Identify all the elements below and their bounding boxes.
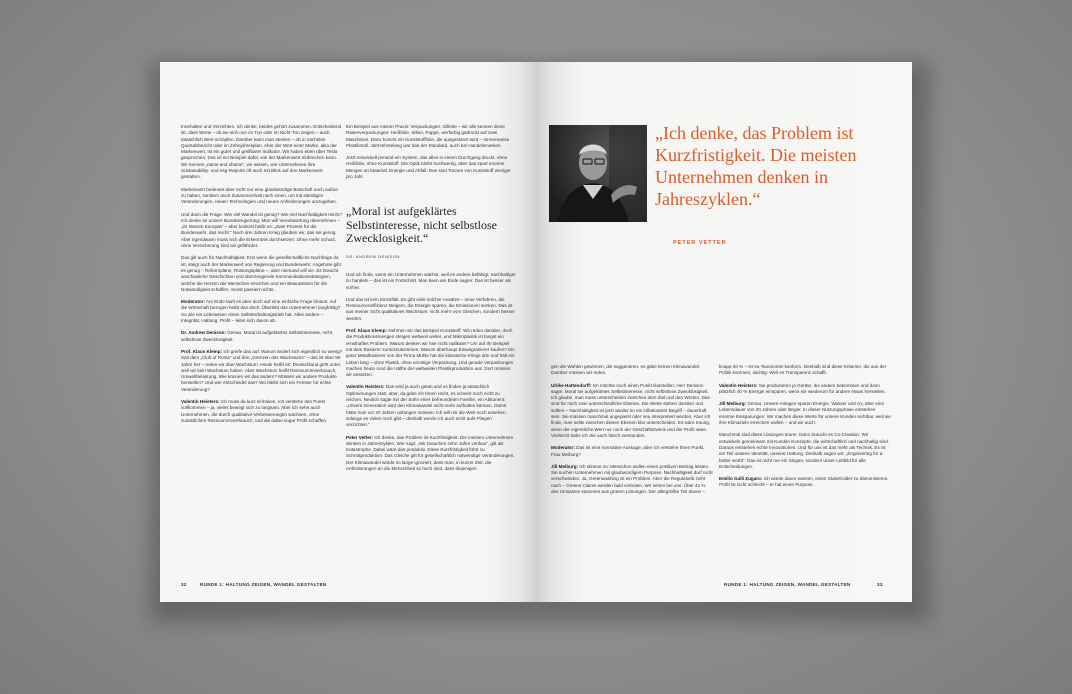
paragraph: Und ich finde, wenn ein Unternehmen wächst, weil es andere befähigt, nachhaltiger zu handeln – das ist ein Fortschritt. Man kann am Ende sagen: Das ist besser als vorher. — [346, 272, 516, 290]
paragraph: Valentin Heisters: Sie produzieren ja Geräte, die andere bekommen und dann plötzlich 40 % Energie einsparen, wenn sie wiederum für andere etwas herstellen. — [719, 382, 886, 394]
right-column-1 — [551, 364, 713, 501]
paragraph: Dr. Andrew Denison: Genau. Moral ist aufgeklärtes Selbstinteresse, nicht selbstlose Zwecklosigkeit. — [181, 330, 333, 342]
left-page-number: 32 — [181, 582, 187, 587]
paragraph: Und das ist kein Einzelfall. Es gibt viele solcher Ansätze – neue Verfahren, die Ressourceneffizienz steigern, die Energie sparen, die Emissionen senken. Das ist aus meiner Sicht qualitatives Wachstum: nicht mehr vom Gleichen, sondern besser werden. — [346, 296, 515, 321]
pull-quote-author: DR. ANDREW DENISON — [346, 253, 400, 259]
paragraph: Das gilt auch für Nachhaltigkeit: Erst wenn die gesellschaftliche Nachfrage da ist, steigt auch der Markenwert von Regierung und Bundeswehr. Angebote gibt es genug – Reformpläne, Rüstungspläne –, aber niemand will sie. Es braucht anschauliche Geschichten und überzeugende Kommunikationsstrategien, welche die Herzen der Menschen erreichen und ein Bewusstsein für die Notwendigkeit schaffen. Sonst passiert nichts. — [181, 255, 341, 292]
highlight-quote: „Ich denke, das Problem ist Kurzfristigkeit. Die meisten Unternehmen denken in Jahreszyklen.“ — [655, 123, 857, 209]
paragraph: Ein Beispiel aus meiner Praxis: Verpackungen. Gillette – wir alle kennen diese Rasierverpackungen: Heißfolie, Silber, Pappe, vierfarbig gedruckt auf zwei Maschinen. Dazu kommt ein Kunststofffolie, die ausgestanzt wird – tonnenweise Plastikmüll. Jahrzehntelang war das der Standard, auch bei Handelsmarken. — [346, 124, 510, 148]
paragraph: knapp 40 % – ist eu-Taxonomie-konform. Deshalb sind diese Kriterien, die aus der Politik kommen, wichtig: Weil es Transparenz schafft. — [719, 364, 887, 376]
paragraph: Peter Vetter: Ich denke, das Problem ist Kurzfristigkeit. Die meisten Unternehmen denken in Jahreszyklen. Wer sagt: „Wir brauchen zehn Jahre Umbau“, gilt als Katastrophe. Dabei wäre das produktiv. Diese Kurzfristigkeit führt zu Schrottproduktion. Das Gleiche gilt für gesellschaftlich notwendige Veränderungen. Der Klimawandel würde so lange ignoriert, dass man, in kurzer Zeit, die Anforderungen an die Menschheit so hoch sind, dass diejenigen — [346, 434, 515, 472]
left-column-2-bottom — [346, 272, 516, 478]
portrait-image — [549, 125, 647, 222]
portrait-photo — [549, 125, 647, 222]
pull-quote — [346, 205, 516, 263]
paragraph: Ulrike Hattendorff: Ich möchte noch einen Punkt klarstellen: Herr Denison sagte, Moral sei aufgeklärtes Selbstinteresse, nicht selbstlose Zwecklosigkeit. Ich glaube, man muss unterscheiden zwischen dem Ziel und den Werten. Das sind für mich zwei unterschiedliche Ebenen. Die Werte stehen darüber und sollten – Nachhaltigkeit ist jetzt wieder so ein inflationärer Begriff – dauerhaft sein. Sie müssen manchmal angepasst oder neu interpretiert werden. Aber ich finde, man sollte zwischen diesen Ebenen klar unterscheiden. Es wäre traurig, wenn der eigentliche Wert nur noch der Geschäftszweck und der Profit wäre. Vielleicht habe ich Sie auch falsch verstanden. — [551, 382, 711, 438]
paragraph: Und dann die Frage: Wie viel Wandel ist genug? Wie viel Nachhaltigkeit reicht? Ich denke an unsere Bundesregierung: Man will Verantwortung übernehmen – „im Namen Europas“ – aber konkret heißt es: „Zwei Prozent für die Bundeswehr, das reicht.“ Nach drei Jahren Krieg glauben wir, das sei genug. Aber irgendwann muss sich die Erkenntnis durchsetzen: Ohne mehr Schutz, ohne Versicherung sind wir gefährdet. — [181, 211, 342, 249]
paragraph: Jill Meiburg: Genau. Unsere Anlagen sparen Energie, Wasser und co₂ über eine Lebensdauer von 20 Jahren oder länger. In dieser Nutzungsphase entstehen enorme Einsparungen. Wir machen diese Werte für unsere Kunden sichtbar, weil sie ihre Klimaziele erreichen wollen – und wir auch. — [719, 401, 891, 426]
left-column-2-top — [346, 124, 516, 186]
paragraph: Manchmal sind diese Lösungen teurer. Dann braucht es Co-Creation: Wir entwickeln gemeinsam mit Kunden Konzepte, die wirtschaftlich und nachhaltig sind. Daraus entstehen echte Innovationen. Und für uns ist das mehr als Technik. Es ist ein Teil unserer Identität, unserer Haltung. Deshalb sagen wir: „Engineering for a better world“. Das ist nicht nur ein Slogan, sondern unser Leitbild für alle Entscheidungen. — [719, 432, 890, 469]
paragraph: Emilio Galli Zugaro: Ich würde davor warnen, einen Stakeholder zu dämonisieren. Profit ist nicht schlecht – er hat einen Purpose. — [719, 476, 889, 488]
left-running-head: RUNDE 1: HALTUNG ZEIGEN, WANDEL GESTALTEN — [200, 582, 327, 587]
pull-quote-text: „Moral ist aufgeklärtes Selbstinteresse, nicht selbstlose Zwecklosigkeit.“ — [346, 204, 497, 245]
paragraph: Prof. Klaus Klemp: Nehmen wir das Beispiel Kunststoff. Wir reden darüber, doch die Produktionsmengen steigen weltweit weiter, und Mikroplastik ist längst ein ernsthaftes Problem. Warum denken wir hier nicht radikaler? Um auf Ihr Beispiel mit dem Rasierer zurückzukommen: Warum überhaupt Einwegrasierer kaufen? Ein guter Metallrasierer von der Firma Mühle hat die klassische Klinge drin und hält ein Leben lang – ohne Plastik, ohne unnötige Verpackung. Und gerade Verpackungen machen heute rund die Hälfte der weltweiten Plastikproduktion aus. Dort müssen wir ansetzen. — [346, 328, 515, 378]
paragraph: Valentin Heisters: Ich muss da kurz einhaken. Ich verstehe den Punkt vollkommen – ja, vieles bewegt sich zu langsam. Aber ich sehe auch Unternehmen, die durch qualitative Verbesserungen wachsen, ohne zusätzlichen Ressourcenverbrauch, und die dabei sogar Profit schaffen. — [181, 398, 328, 423]
left-column-1 — [181, 124, 343, 430]
paragraph: gen die Wahlen gewinnen, die suggerieren, es gäbe keinen Klimawandel. Darüber müssen wir reden. — [551, 364, 701, 376]
right-running-head: RUNDE 1: HALTUNG ZEIGEN, WANDEL GESTALTEN — [724, 582, 851, 587]
highlight-quote-author: PETER VETTER — [673, 240, 727, 246]
paragraph: Innehalten und Verzichten. Ich denke, beides gehört zusammen. Entscheidend ist, dass Werte – ob sie sich nun im Tun oder im Nicht-Tun zeigen – auch tatsächlich Wert schöpfen. Darüber kann man streiten – ob in nächsten Quartalsbericht oder im Zehnjahresplan. Aber der Wert einer Marke, also der Markenwert, ist ein guter und greifbarer Indikator. Wir haben eben über Tesla gesprochen: Das ist ein Beispiel dafür, wie der Markenwert einbrechen kann. Wir kennen „name and shame“, wir wissen, wie Unternehmen ihre Sustainability- und esg-Reports oft auch mit Blick auf den Markenwert gestalten. — [181, 124, 342, 180]
paragraph: Moderator: Am Ende läuft es aber doch auf eine einfache Frage hinaus: Auf die Wirtschaft bezogen heißt das doch: Überlebt das Unternehmen langfristig? So wie ein Lebewesen einen Selbsterhaltungstrieb hat. Alles andere – Integrität, Haltung, Profit – leitet sich davon ab. — [181, 299, 341, 324]
paragraph: Markenwert bedeutet aber nicht nur eine glaubwürdige Botschaft nach außen zu haben, sondern auch Zusammenhalt nach innen, um mit ständigen Veränderungen, neuen Technologien und neuen Anforderungen umzugehen. — [181, 186, 339, 205]
paragraph: Valentin Heisters: Das wird ja auch getan und es finden ja tatsächlich Optimierungen statt, aber, da gebe ich Ihnen recht, es scheint noch nicht zu reichen. Neulich sagte mir der Sohn einer befreundeten Familie, ein Abiturient: „Unsere Generation wird den Klimawandel nicht mehr aufhalten können. Damit hätte man vor 20 Jahren anfangen müssen. Ich will mir die Welt noch ansehen, solange es vieles noch gibt – deshalb werde ich auch nicht aufs Fliegen verzichten.“ — [346, 384, 507, 428]
paragraph: Jill Meiburg: Ich stimme zu: Menschen wollen einen positiven Beitrag leisten. Sie suchen Unternehmen mit glaubwürdigem Purpose. Nachhaltigkeit darf nicht verschwinden. Ja, Greenwashing ist ein Problem. Aber die Regulatorik zieht nach – Greens Claims werden bald verboten. Wir sehen bei uns: Über 41 % des Umsatzes stammen aus grünen Lösungen. Der allergrößte Teil davon – — [551, 463, 713, 495]
paragraph: Prof. Klaus Klemp: Ich greife das auf: Warum ändert sich eigentlich so wenig? Seit dem „Club of Rome“ und den „Grenzen des Wachstums“ – das ist über 50 Jahre her – reden wir über Wachstum. Heute heißt es: Deutschland geht unter, weil wir kein Wachstum haben. Aber Wachstum heißt Ressourcenverbrauch, Umweltbelastung. Wie können wir das ändern? Müssen wir andere Produkte herstellen? Und wer entscheidet das? Wo bleibt sich ein Fenster für echte Veränderung? — [181, 348, 343, 392]
right-column-2 — [719, 364, 891, 495]
right-page-number: 33 — [877, 582, 883, 587]
paragraph: Jetzt entwickelt jemand ein System, das alles in einem Durchgang druckt, ohne Heißfolie, ohne Kunststoff. Die Optik bleibt hochwertig, aber das spart enorme Mengen an Material, Energie und Abfall. Das sind Tonnen von Kunststoff weniger pro Jahr. — [346, 155, 511, 180]
paragraph: Moderator: Das ist eine normative Aussage, aber ich verstehe Ihren Punkt, Frau Meiburg? — [551, 445, 705, 457]
